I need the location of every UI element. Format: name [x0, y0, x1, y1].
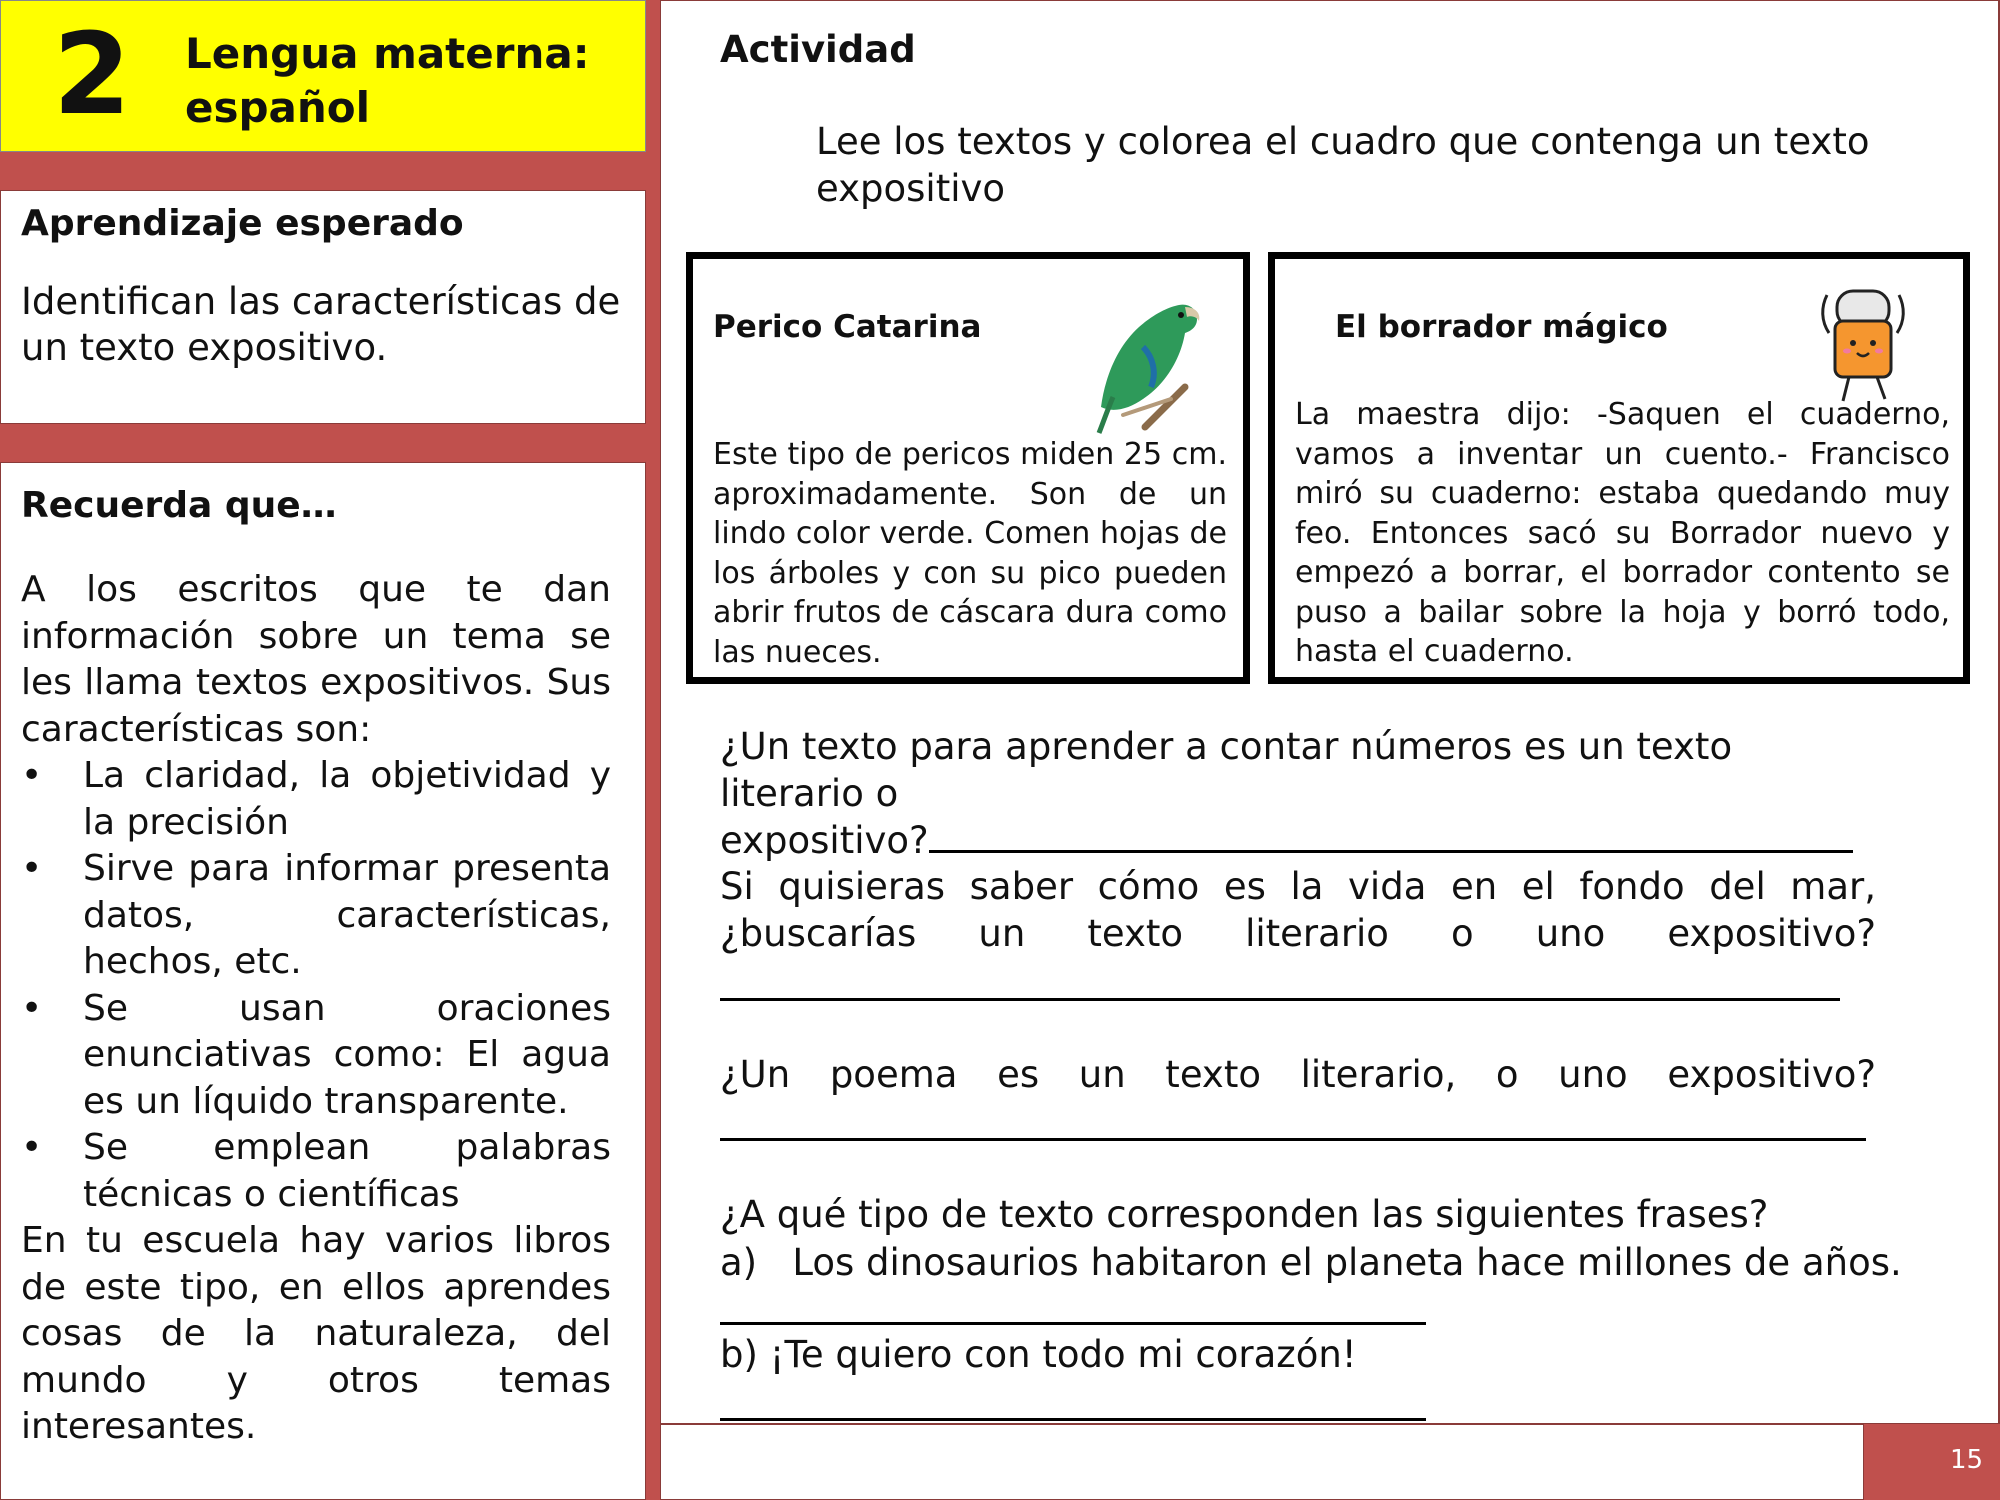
text-card-perico[interactable]	[686, 252, 1250, 684]
list-item: • Sirve para informar presenta datos, características, hechos, etc.	[21, 846, 611, 986]
card-text: Este tipo de pericos miden 25 cm. aproximadamente. Son de un lindo color verde. Comen hojas de los árboles y con su pico pueden abrir frutos de cáscara dura como las nueces.	[713, 437, 1227, 670]
list-item: • Se usan oraciones enunciativas como: El agua es un líquido transparente.	[21, 986, 611, 1126]
card-title: El borrador mágico	[1335, 309, 1668, 345]
activity-heading: Actividad	[720, 28, 916, 71]
text-card-borrador[interactable]	[1268, 252, 1970, 684]
answer-blank-4a[interactable]	[720, 1322, 1426, 1325]
answer-blank-3[interactable]	[720, 1138, 1866, 1141]
parrot-icon	[1093, 287, 1203, 435]
answer-blank-2[interactable]	[720, 998, 1840, 1001]
card-text: La maestra dijo: -Saquen el cuaderno, vamos a inventar un cuento.- Francisco miró su cuaderno: estaba quedando muy feo. Entonces sacó su Borrador nuevo y empezó a borrar, el borrador contento se puso a bailar sobre la hoja y borró todo, hasta el cuaderno.	[1295, 397, 1950, 669]
aprendizaje-text: Identifican las características de un texto expositivo.	[21, 280, 621, 369]
list-item: • Se emplean palabras técnicas o científicas	[21, 1125, 611, 1218]
footer-bar	[660, 1424, 1864, 1500]
question-1-line-2	[720, 818, 1876, 865]
recuerda-closing: En tu escuela hay varios libros de este tipo, en ellos aprendes cosas de la naturaleza, del mundo y otros temas interesantes.	[21, 1220, 611, 1447]
aprendizaje-heading: Aprendizaje esperado	[21, 203, 464, 244]
phrase-a: a) Los dinosaurios habitaron el planeta hace millones de años.	[720, 1241, 1902, 1284]
recuerda-heading: Recuerda que…	[21, 485, 337, 526]
question-1-line-1: ¿Un texto para aprender a contar números es un texto literario o	[720, 725, 1733, 815]
subject-title: Lengua materna: español	[185, 29, 590, 132]
activity-instruction: Lee los textos y colorea el cuadro que contenga un texto expositivo	[816, 120, 1870, 210]
unit-number: 2	[53, 10, 131, 140]
question-4: ¿A qué tipo de texto corresponden las siguientes frases?	[720, 1193, 1769, 1236]
unit-title-box	[0, 0, 646, 152]
recuerda-box	[0, 462, 646, 1500]
question-3: ¿Un poema es un texto literario, o uno expositivo?	[720, 1053, 1876, 1096]
characteristics-list	[21, 753, 611, 1218]
list-item: • La claridad, la objetividad y la precisión	[21, 753, 611, 846]
answer-blank-4b[interactable]	[720, 1418, 1426, 1421]
question-1-text: expositivo?	[720, 819, 929, 862]
question-2: Si quisieras saber cómo es la vida en el fondo del mar, ¿buscarías un texto literario o uno expositivo?	[720, 865, 1876, 955]
recuerda-intro: A los escritos que te dan información sobre un tema se les llama textos expositivos. Sus características son:	[21, 569, 611, 750]
eraser-character-icon	[1815, 281, 1911, 409]
page-number: 15	[1950, 1445, 1984, 1475]
card-title: Perico Catarina	[713, 309, 982, 345]
phrase-b: b) ¡Te quiero con todo mi corazón!	[720, 1333, 1357, 1376]
aprendizaje-esperado-box	[0, 190, 646, 424]
answer-blank-1[interactable]	[929, 820, 1853, 853]
recuerda-body	[21, 567, 611, 1451]
